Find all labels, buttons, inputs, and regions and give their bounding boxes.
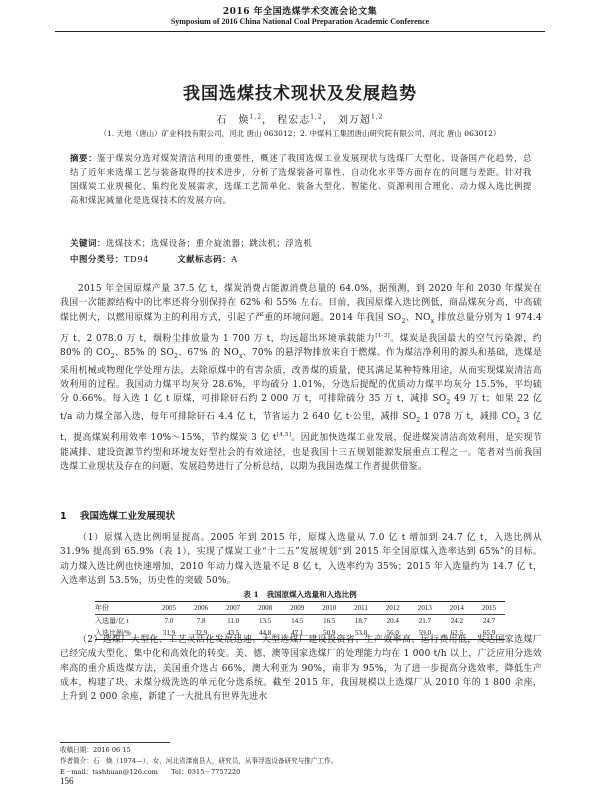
table-cell: 47.1 xyxy=(281,627,313,640)
intro-text-10: 3 亿 t，提高煤炭利用效率 10%～15%，节约煤炭 3 亿 t xyxy=(60,412,543,444)
intro-sub-2: x xyxy=(430,317,435,325)
table-header-year: 2014 xyxy=(441,602,473,615)
intro-text-5: 、85% 的 SO xyxy=(114,347,175,358)
footnote-author-bio: 作者简介：石 焕（1974—），女，河北省滦南县人，研究员，从事浮选设备研究与推广工作。 xyxy=(60,757,338,765)
section-number: 1 xyxy=(60,511,67,522)
table-row xyxy=(95,615,505,628)
table-cell: 43.5 xyxy=(217,627,249,640)
intro-paragraph xyxy=(60,282,542,474)
intro-sub-5: x xyxy=(239,352,243,360)
table-cell: 31.9 xyxy=(153,627,185,640)
table-cell: 7.0 xyxy=(164,617,174,625)
table-cell: 13.5 xyxy=(259,617,272,625)
intro-sub-6: 2 xyxy=(446,399,451,407)
intro-text-7: 、70% 的悬浮物排放来自于燃煤。作为煤洁净利用的源头和基础，选煤是采用机械或物理化学处理方法，去除原煤中的有害杂质，改善煤的质量，使其满足某种特殊用途，从而实现煤炭清洁高效利用的过程。我国动力煤平均灰分 28.6%，平均硫分 1.01%，分选后提配的优质动力煤平均灰分 15.5%，平均硫分 0.66%。每入选 1 亿 t 原煤，可排除矸石约 2 000 万 t，可排除硫分 35 万 t，减排 SO xyxy=(60,347,542,405)
table-cell: 24.2 xyxy=(450,617,463,625)
table-cell: 53.0 xyxy=(345,627,376,640)
table-cell: 21.7 xyxy=(418,617,431,625)
abstract xyxy=(70,151,532,207)
table-cell: 16.5 xyxy=(323,617,336,625)
footnote-rule xyxy=(60,742,170,743)
table-cell: 59.0 xyxy=(409,627,441,640)
footnote-received-date: 收稿日期：2016 06 15 xyxy=(60,746,131,754)
classification-line xyxy=(70,253,532,265)
table-cell: 20.4 xyxy=(386,617,399,625)
table-cell: 65.9 xyxy=(473,627,505,640)
table-header-row xyxy=(95,602,505,615)
intro-text-4: 。煤炭是我国最大的空气污染源，约 80% 的 CO xyxy=(60,333,542,358)
intro-text-8: 49 万 t；如果 22 亿 t/a 动力煤全部入选，每年可排除矸石 4.4 亿 t，节省运力 2 640 亿 t·公里，减排 SO xyxy=(60,394,542,423)
table-header-year: 2012 xyxy=(377,602,409,615)
intro-text-11: 。因此加快选煤工业发展，促进煤炭清洁高效利用，是实现节能减排、建设资源节约型和环境友好型社会的有效途径，也是我国十三五规划能源发展重点工程之一。笔者对当前我国选煤工业现状及存在的问题、发展趋势进行了分析总结，以期为我国选煤工作者提供借鉴。 xyxy=(60,433,542,472)
table-cell: 32.9 xyxy=(185,627,217,640)
author-3-affil: 1,2 xyxy=(370,113,384,121)
table-cell: 14.5 xyxy=(291,617,304,625)
author-1-affil: 1,2 xyxy=(249,113,263,121)
table-cell: 11.0 xyxy=(227,617,240,625)
paragraph-coal-washing-ratio: （1）原煤入选比例明显提高。2005 年到 2015 年，原煤入选量从 7.0 亿 t 增加到 24.7 亿 t，入选比例从 31.9% 提高到 65.9%（表 1），实现了煤炭工业“十二五”发展规划“到 2015 年全国原煤入选率达到 65%”的目标。动力煤入选比例也快速增加，2010 年动力煤入选量不足 8 亿 t，入选率约为 35%；2015 年入选量约为 14.7 亿 t，入选率达到 53.5%，历史性的突破 50%。 xyxy=(60,533,542,586)
table-row-label: 入选比例/% xyxy=(95,627,153,640)
author-2: 程宏志 xyxy=(277,115,311,126)
clc-label: 中图分类号： xyxy=(70,254,124,264)
keywords-label: 关键词： xyxy=(70,238,106,248)
citation-2: [4,5] xyxy=(276,432,292,439)
table-header-year: 2007 xyxy=(217,602,249,615)
table-header-year: 2008 xyxy=(249,602,281,615)
table-header-year: 2010 xyxy=(313,602,345,615)
header-rule xyxy=(55,31,545,32)
table-row-label: 入选量/亿 t xyxy=(95,617,129,625)
table-number: 表 1 xyxy=(243,590,259,599)
table-header-year: 2013 xyxy=(409,602,441,615)
table-header-year: 2009 xyxy=(281,602,313,615)
page-number: 156 xyxy=(60,776,74,786)
abstract-text: 鉴于煤炭分选对煤炭清洁利用的重要性，概述了我国选煤工业发展现状与选煤厂大型化、设备国产化趋势，总结了近年来选煤工艺与装备取得的技术进步，分析了选煤装备可靠性、自动化水平等方面存在的问题与差距。针对我国煤炭工业规模化、集约化发展需求，选煤工艺简单化、装备大型化、智能化、资源利用合理化、动力煤入选比例提高和煤泥减量化是选煤技术的发展方向。 xyxy=(70,153,532,205)
running-header-chinese: 2016 年全国选煤学术交流会论文集 xyxy=(222,7,378,17)
intro-sub-3: 2 xyxy=(110,352,115,360)
table-header-year: 2005 xyxy=(153,602,185,615)
paragraph-plant-scale: （2）选煤厂大型化、工艺灵活化发展迅速。大型选煤厂建设投资省、生产效率高、运行费用低，发达国家选煤厂已经完成大型化、集中化和高效化的转变。美、德、澳等国家选煤厂的处理能力均在 1 000 t/h 以上，广泛应用分选效率高的重介质选煤方法，美国重介选占 66%，澳大利亚为 90%，南非为 95%，为了进一步提高分选效率，降低生产成本，构建了块、末煤分级洗选的单元化分选系统。截至 2015 年，我国规模以上选煤厂从 2010 年的 1 800 余座，上升到 2 000 余座，新建了一大批具有世界先进水 xyxy=(60,635,542,702)
intro-text-6: 、67% 的 NO xyxy=(178,347,240,358)
table-header-year: 2011 xyxy=(345,602,376,615)
intro-sub-8: 2 xyxy=(516,417,521,425)
table-header-year: 2015 xyxy=(473,602,505,615)
citation-1: [1-3] xyxy=(375,332,390,339)
section-title: 我国选煤工业发展现状 xyxy=(80,511,176,522)
paper-title: 我国选煤技术现状及发展趋势 xyxy=(183,84,417,104)
author-3: 刘万超 xyxy=(337,115,371,126)
table-cell: 18.7 xyxy=(354,617,368,625)
table-caption-text: 我国原煤入选量和入选比例 xyxy=(266,590,357,599)
table-header-year: 2006 xyxy=(185,602,217,615)
intro-text-3: 排放总量分别为 1 974.4 万 t、2 078.0 万 t，烟粉尘排放量为 1 700 万 t，均远超出环境承载能力 xyxy=(60,312,542,344)
affiliation: （1. 天地（唐山）矿业科技有限公司，河北 唐山 063012；2. 中煤科工集团唐山研究院有限公司，河北 唐山 063012） xyxy=(99,129,501,138)
author-2-affil: 1,2 xyxy=(310,113,323,121)
table-cell: 62.5 xyxy=(441,627,473,640)
author-line: 石 焕$^{1,2}$， 程宏志$^{1,2}$， 刘万超$^{1,2}$ xyxy=(216,113,384,126)
section-heading-1 xyxy=(60,508,175,522)
intro-text-9: 1 078 万 t，减排 CO xyxy=(420,412,517,423)
table-cell: 44.8 xyxy=(249,627,281,640)
keywords-text: 选煤技术；选煤设备；重介旋流器；跳汰机；浮选机 xyxy=(105,238,313,248)
intro-sub-1: 2 xyxy=(401,317,406,325)
doc-code-label: 文献标志码： xyxy=(177,254,232,264)
intro-text-1: 2015 年全国原煤产量 37.5 亿 t，煤炭消费占能源消费总量的 64.0%，据预测，到 2020 年和 2030 年煤炭在我国一次能源结构中的比率还将分别保持在 62% 和 55% 左右。目前，我国原煤入选比例低，商品煤灰分高，中高硫煤比例大，以燃用原煤为主的利用方式，引起了严重的环境问题。2014 年我国 SO xyxy=(60,284,542,323)
table-cell: 56.0 xyxy=(377,627,409,640)
running-header-english: Symposium of 2016 China National Coal Preparation Academic Conference xyxy=(170,17,430,26)
author-1: 石 焕 xyxy=(216,115,250,126)
table-cell: 24.7 xyxy=(482,617,496,625)
footnote-contact: E－mail：tsshhuan@126.com Tel：0315－7757220 xyxy=(60,768,241,776)
table-header-year-label: 年份 xyxy=(95,602,153,615)
table-cell: 7.8 xyxy=(196,617,206,625)
abstract-label: 摘要： xyxy=(70,153,98,163)
intro-text-2: 、NO xyxy=(405,312,431,323)
keywords xyxy=(70,237,532,249)
clc-value: TD94 xyxy=(123,254,150,264)
intro-sub-7: 2 xyxy=(416,417,421,425)
intro-sub-4: 2 xyxy=(174,352,179,360)
doc-code-value: A xyxy=(231,254,238,264)
table-caption xyxy=(0,589,600,600)
table-cell: 50.9 xyxy=(313,627,345,640)
